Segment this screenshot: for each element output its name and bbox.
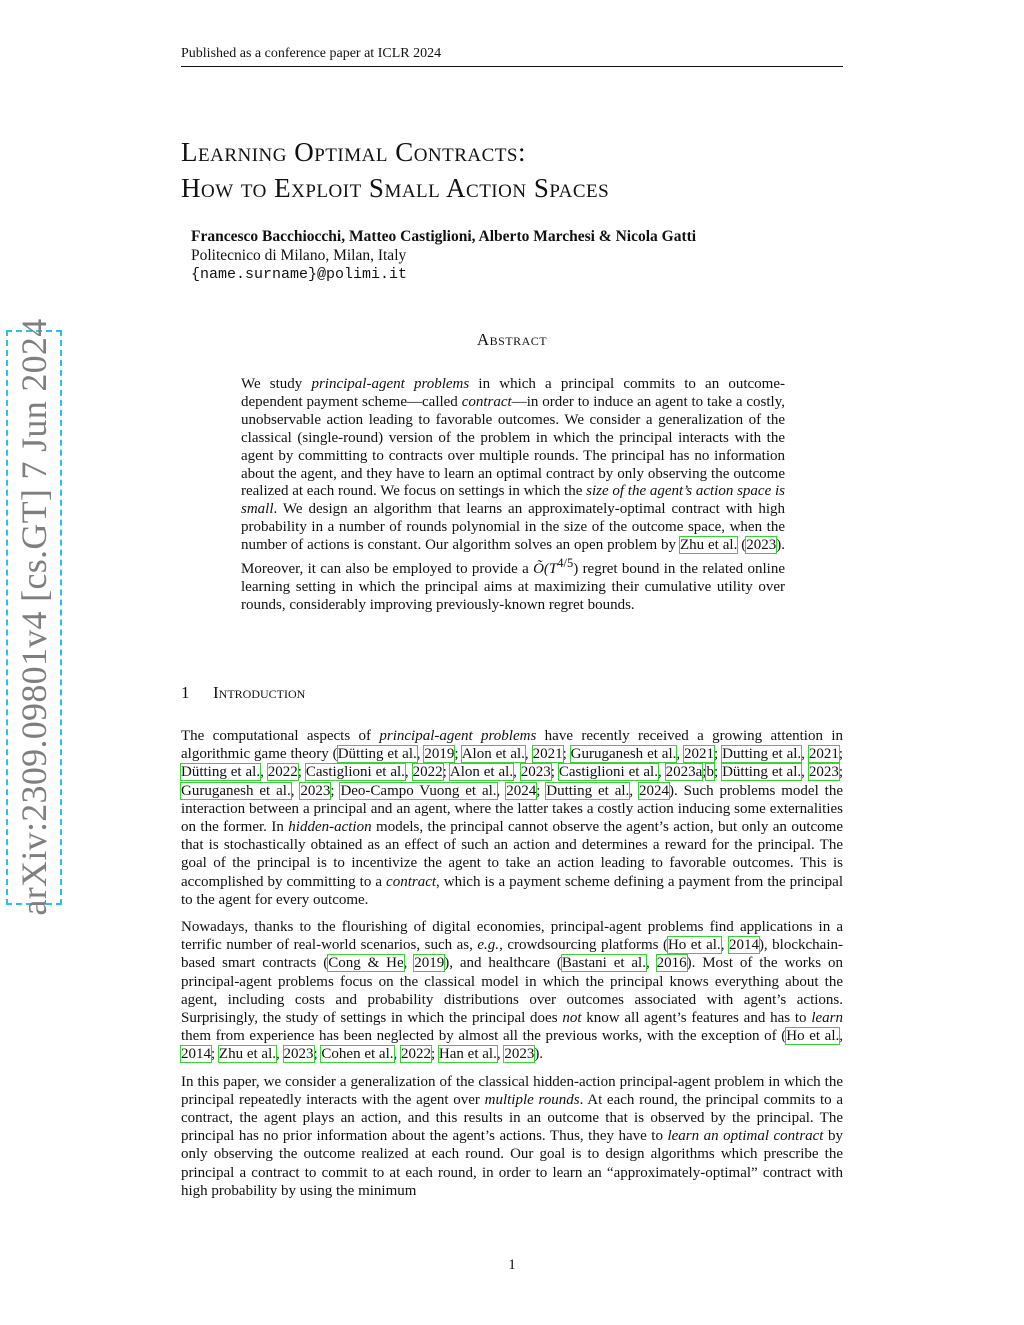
citation-link[interactable]: Dutting et al. (722, 746, 802, 763)
abstract-emphasis: contract (461, 393, 512, 410)
citation-link[interactable]: Zhu et al. (679, 537, 738, 554)
paragraph-3 (181, 1073, 843, 1200)
section-heading (181, 683, 305, 703)
citation-year-link[interactable]: 2019 (414, 955, 445, 972)
citation-year-link[interactable]: 2023 (746, 537, 777, 554)
citation-year-link[interactable]: 2022 (267, 764, 298, 781)
body-emphasis: multiple rounds (484, 1091, 580, 1108)
section-title: Introduction (213, 683, 306, 702)
citation-year-link[interactable]: 2023 (520, 764, 551, 781)
citation-link[interactable]: Bastani et al. (561, 955, 646, 972)
citation-link[interactable]: Zhu et al. (218, 1046, 276, 1063)
body-text: ). (534, 1046, 544, 1063)
paragraph-2: Nowadays, thanks to the flourishing of digital economies, principal-agent problems find applications in a terrific number of real-world scenarios, such as, e.g., crowdsourcing platforms (Ho et al., 2014), blockchain-based smart contracts (Cong & He, 2019), and healthcare (Bastani et al., 2016). Most of the works on principal-agent problems focus on the classical model in which the principal knows everything about the agent, including costs and probability distributions over outcomes associated with agent’s actions. Surprisingly, the study of settings in which the principal does not know all agent’s features and has to learn them from experience has been neglected by almost all the previous works, with the exception of (Ho et al., 2014; Zhu et al., 2023; Cohen et al., 2022; Han et al., 2023). (181, 919, 844, 1063)
body-text: . At each round, the principal commits to a contract, the agent plays an action, and this results in an outcome that is observed by the principal. The principal has no prior information about the agent’s actions. Thus, they have to (181, 1091, 843, 1145)
citation-link[interactable]: Cong & He (328, 955, 404, 972)
citation-year-link[interactable]: 2023a (665, 764, 703, 781)
abstract-text: . We design an algorithm that learns an approximately-optimal contract with high probability in a number of rounds polynomial in the size of the outcome space, when the number of actions is constant. Our algorithm solves an open problem by (241, 501, 785, 554)
author-email: {name.surname}@polimi.it (191, 266, 408, 283)
body-text: know all agent’s features and has to (581, 1010, 812, 1027)
body-text: have recently received a growing attention in algorithmic game theory ( (181, 728, 844, 763)
citation-link[interactable]: Dütting et al. (337, 746, 417, 763)
abstract-text: in which a principal commits to an outcome-dependent payment scheme—called (241, 376, 786, 410)
body-text: , crowdsourcing platforms ( (499, 937, 668, 954)
paragraph-1: The computational aspects of principal-agent problems have recently received a growing attention in algorithmic game theory (Dütting et al., 2019; Alon et al., 2021; Guruganesh et al., 2021; Dutting et al., 2021; Dütting et al., 2022; Castiglioni et al., 2022; Alon et al., 2023; Castiglioni et al., 2023a;b; Dütting et al., 2023; Guruganesh et al., 2023; Deo-Campo Vuong et al., 2024; Dutting et al., 2024). Such problems model the interaction between a principal and an agent, where the latter takes a costly action inducing some externalities on the former. In hidden-action models, the principal cannot observe the agent’s action, but only an outcome that is stochastically obtained as an effect of such an action and determines a reward for the principal. The goal of the principal is to incentivize the agent to take an action leading to favorable outcomes. This is accomplished by committing to a contract, which is a payment scheme defining a payment from the principal to the agent for every outcome. (181, 728, 844, 908)
citation-link[interactable]: Alon et al. (449, 764, 514, 781)
arxiv-identifier[interactable]: arXiv:2309.09801v4 [cs.GT] 7 Jun 2024 (14, 318, 54, 916)
citation-year-link[interactable]: 2022 (401, 1046, 431, 1063)
body-emphasis: not (562, 1010, 582, 1027)
author-affiliation: Politecnico di Milano, Milan, Italy (191, 247, 407, 264)
citation-year-link[interactable]: 2016 (656, 955, 687, 972)
title-line-1: Learning Optimal Contracts: (181, 137, 527, 167)
citation-link[interactable]: Ho et al. (786, 1028, 840, 1045)
body-text: ), and healthcare ( (444, 955, 562, 972)
citation-year-link[interactable]: 2023 (300, 782, 331, 799)
title-line-2: How to Exploit Small Action Spaces (181, 173, 610, 203)
body-text: models, the principal cannot observe the agent’s action, but only an outcome that is stochastically obtained as an effect of such an action and determines a reward for the principal. The goal of the principal is to incentivize the agent to take an action leading to favorable outcomes. This is accomplished by committing to a (181, 819, 843, 890)
author-block (191, 227, 696, 284)
abstract-text: ). Moreover, it can also be employed to provide a (241, 537, 785, 578)
citation-year-link[interactable]: 2023 (504, 1046, 535, 1063)
citation-year-link[interactable]: 2024 (506, 782, 537, 799)
citation-year-link[interactable]: 2021 (808, 746, 839, 763)
citation-year-link[interactable]: 2023 (808, 764, 839, 781)
math-superscript: 4/5 (557, 556, 574, 571)
citation-link[interactable]: Han et al. (438, 1046, 497, 1063)
abstract-text: ( (737, 537, 747, 554)
citation-year-link[interactable]: 2024 (638, 782, 669, 799)
citation-link[interactable]: Ho et al. (667, 937, 721, 954)
citation-link[interactable]: Guruganesh et al. (181, 782, 291, 799)
citation-year-link[interactable]: 2021 (532, 746, 563, 763)
body-emphasis: hidden-action (288, 819, 372, 836)
body-emphasis: e.g. (477, 937, 500, 954)
abstract-text: —in order to induce an agent to take a costly, unobservable action leading to favorable outcomes. We consider a generalization of the classical (single-round) version of the problem in which the principal interacts with the agent by committing to contracts over multiple rounds. The principal has no information about the agent, and they have to learn an optimal contract by only observing the outcome realized at each round. We focus on settings in which the (241, 393, 786, 500)
citation-link[interactable]: Castiglioni et al. (558, 764, 658, 781)
page-number: 1 (508, 1257, 516, 1273)
citation-link[interactable]: Alon et al. (461, 746, 525, 763)
abstract-emphasis: size of the agent’s action space is small (241, 483, 785, 518)
body-text: In this paper, we consider a generalization of the classical hidden-action principal-agent problem in which the principal repeatedly interacts with the agent over (181, 1073, 843, 1108)
citation-year-link[interactable]: b (706, 764, 714, 781)
header-rule (181, 66, 843, 67)
body-text: by only observing the outcome realized at each round. Our goal is to design algorithms which prescribe the principal a contract to commit to at each round, in order to learn an “approximately-optimal” contract with high probability by using the minimum (181, 1128, 843, 1199)
body-text: Nowadays, thanks to the flourishing of digital economies, principal-agent problems find applications in a terrific number of real-world scenarios, such as, (181, 919, 843, 954)
abstract-emphasis: principal-agent problems (311, 376, 470, 392)
abstract-body (241, 376, 785, 615)
citation-link[interactable]: Dutting et al. (546, 782, 630, 799)
math-expression: Õ(T (533, 561, 558, 578)
citation-link[interactable]: Castiglioni et al. (305, 764, 405, 781)
body-emphasis: learn (811, 1010, 843, 1027)
abstract-text: We study (241, 376, 312, 392)
body-text: ), blockchain-based smart contracts ( (181, 937, 843, 972)
body-emphasis: principal-agent problems (379, 728, 537, 744)
citation-year-link[interactable]: 2022 (412, 764, 443, 781)
body-emphasis: contract (386, 873, 437, 890)
citation-year-link[interactable]: 2014 (728, 937, 759, 954)
citation-link[interactable]: Cohen et al. (321, 1046, 394, 1063)
citation-year-link[interactable]: 2021 (684, 746, 715, 763)
body-text: The computational aspects of (181, 728, 380, 744)
citation-year-link[interactable]: 2014 (181, 1046, 211, 1063)
citation-link[interactable]: Guruganesh et al. (570, 746, 677, 763)
section-number: 1 (181, 683, 190, 702)
author-names: Francesco Bacchiocchi, Matteo Castiglioni, Alberto Marchesi & Nicola Gatti (191, 228, 697, 245)
body-emphasis: learn an optimal contract (667, 1128, 824, 1145)
citation-link[interactable]: Deo-Campo Vuong et al. (340, 782, 497, 799)
citation-link[interactable]: Dütting et al. (181, 764, 261, 781)
body-text: ). Such problems model the interaction between a principal and an agent, where the latter takes a costly action inducing some externalities on the former. In (181, 782, 843, 836)
citation-link[interactable]: Dütting et al. (722, 764, 802, 781)
introduction-body (181, 727, 843, 1209)
abstract-heading: Abstract (476, 330, 548, 349)
running-header: Published as a conference paper at ICLR 2024 (181, 46, 442, 61)
abstract-text: ) regret bound in the related online learning setting in which the principal aims at maximizing their cumulative utility over rounds, considerably improving previously-known regret bounds. (241, 561, 785, 613)
body-text: , which is a payment scheme defining a payment from the principal to the agent for every outcome. (181, 873, 843, 908)
citation-year-link[interactable]: 2023 (283, 1046, 314, 1063)
citation-year-link[interactable]: 2019 (424, 746, 455, 763)
body-text: ). Most of the works on principal-agent problems focus on the classical model in which the principal knows everything about the agent, including costs and probability distributions over outcomes associated with agent’s actions. Surprisingly, the study of settings in which the principal does (181, 955, 843, 1027)
body-text: them from experience has been neglected by almost all the previous works, with the exception of ( (181, 1028, 787, 1045)
paper-title (181, 134, 843, 206)
